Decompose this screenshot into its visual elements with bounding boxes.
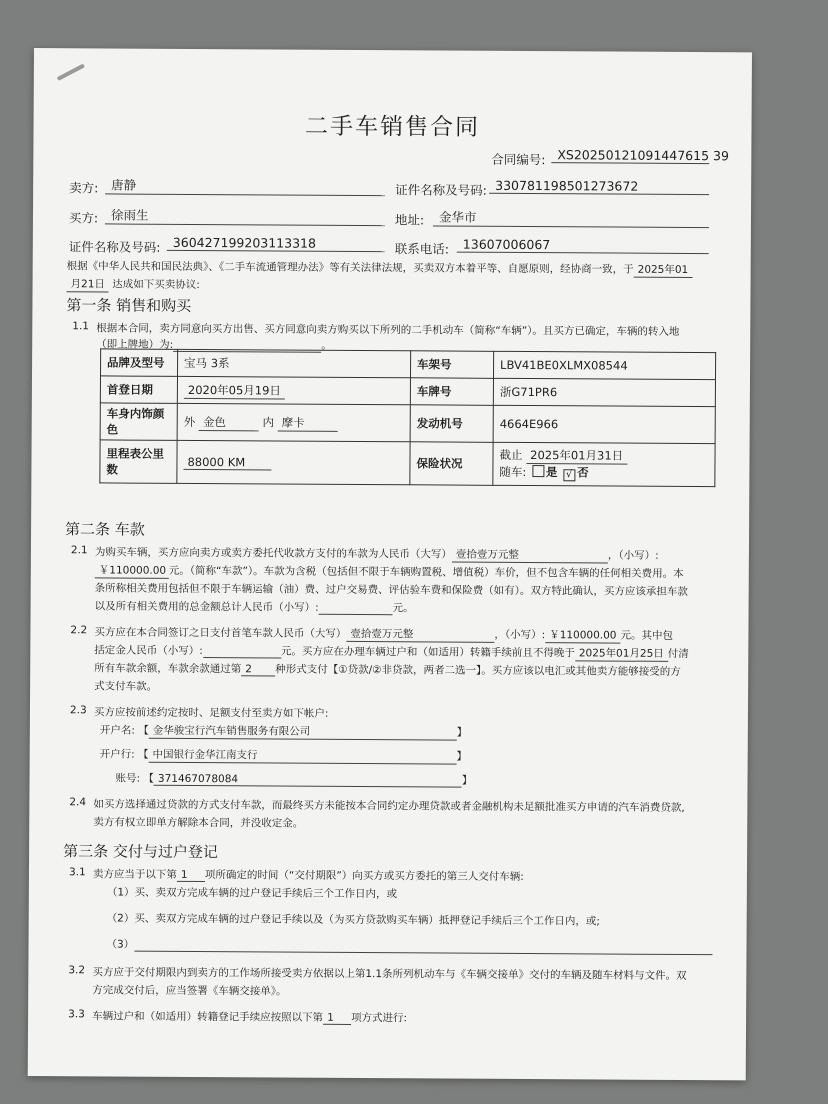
buyer-id-value: 360427199203113318: [167, 235, 385, 252]
exterior-prefix: 外: [183, 414, 196, 429]
clause-2-3-number: 2.3: [69, 704, 87, 717]
account-name-value: 金华骏宝行汽车销售服务有限公司: [149, 723, 457, 741]
clause-3-1-number: 3.1: [68, 866, 86, 879]
seller-id-value: 330781198501273672: [489, 178, 709, 195]
clause-3-3-number: 3.3: [68, 1008, 85, 1021]
no-checkbox: √: [563, 469, 575, 481]
table-row: [100, 349, 715, 380]
table-row: [100, 376, 715, 407]
clause-2-2-l3b: 种形式支付【①贷款/②非贷款，两者二选一】。买方应该以电汇或其他卖方能够接受的方: [275, 663, 681, 678]
clause-2-1-line4: [95, 598, 414, 615]
bracket-right: 】: [456, 726, 468, 739]
contract-no-value: XS20250121091447615 39: [551, 147, 709, 164]
clause-2-2-amount-words: 壹拾壹万元整: [346, 626, 494, 643]
insurance-prefix: 截止: [499, 447, 523, 462]
color-cell: [177, 403, 410, 441]
account-no-label: 账号:: [115, 772, 141, 785]
mileage-value: 88000 KM: [183, 454, 271, 470]
bracket-left: 【: [138, 748, 149, 761]
delivery-option-3-row: [106, 936, 712, 955]
clause-1-1-text2: （即上牌地）为: 。: [96, 338, 332, 352]
buyer-label: 买方:: [68, 210, 99, 226]
account-no-row: [115, 771, 472, 788]
bracket-right: 】: [456, 750, 468, 763]
clause-2-4-line1: 如买方选择通过贷款的方式支付车款，而最终买方未能按本合同约定办理贷款或者金融机构未足额批准买方申请的汽车消费贷款,: [93, 798, 685, 814]
clause-2-1-line2: [95, 562, 684, 582]
clause-2-1-line3: 条所称相关费用包括但不限于车辆运输（油）费、过户交易费、评估验车费和保险费（如有）。双方特此确认，买方应该承担车款: [94, 582, 688, 599]
clause-2-2-l1b: ，（小写）:: [494, 628, 546, 642]
document-title: 二手车销售合同: [304, 113, 481, 141]
clause-2-2-l1a: 买方应在本合同签订之日支付首笔车款人民币（大写）: [94, 626, 347, 640]
delivery-option-2: （2）买、卖双方完成车辆的过户登记手续以及（为买方贷款购买车辆）抵押登记手续后三个工作日内，或;: [106, 912, 600, 928]
delivery-option-1: （1）买、卖双方完成车辆的过户登记手续后三个工作日内，或: [106, 886, 398, 901]
plate-label: 车牌号: [410, 378, 493, 406]
brand-value: 宝马 3系: [177, 349, 410, 377]
bracket-right: 】: [461, 774, 473, 787]
reg-date-value: 2020年05月19日: [184, 381, 285, 399]
insurance-date: 2025年01月31日: [526, 447, 627, 465]
address-value: 金华市: [433, 207, 709, 228]
transfer-option-number: 1: [323, 1012, 351, 1025]
insurance-with-label: 随车:: [499, 464, 527, 480]
yes-label: 是: [545, 465, 558, 480]
insurance-with-car: [499, 464, 708, 482]
clause-2-2-l2b: 元。买方应在办理车辆过户和（如适用）转籍手续前且不得晚于: [280, 645, 575, 660]
vin-label: 车架号: [410, 351, 493, 379]
delivery-option-3: （3）: [106, 938, 135, 951]
contract-no-label: 合同编号:: [491, 151, 546, 168]
total-amount-field: [319, 602, 393, 615]
yes-checkbox: [532, 465, 544, 477]
clause-2-4-line2: 卖方有权立即单方解除本合同，并没收定金。: [93, 816, 304, 830]
clause-1-1-text: 根据本合同，卖方同意向买方出售、买方同意向卖方购买以下所列的二手机动车（简称“车辆”）。且买方已确定，车辆的转入地: [96, 322, 680, 338]
table-row: [100, 403, 715, 444]
intro-date1: 2025年01: [634, 262, 693, 278]
bank-value: 中国银行金华江南支行: [149, 747, 457, 765]
engine-label: 发动机号: [410, 405, 493, 443]
engine-value: 4664E966: [493, 405, 715, 443]
clause-1-1-text2-label: （即上牌地）为:: [96, 338, 174, 351]
clause-2-1-line1: [95, 544, 659, 563]
bracket-left: 【: [143, 772, 154, 785]
bank-label: 开户行:: [99, 748, 135, 761]
delivery-option-3-field: [134, 939, 712, 956]
clause-3-2-number: 3.2: [68, 964, 86, 977]
vehicle-info-table: [99, 348, 716, 487]
intro-part1: 根据《中华人民共和国民法典》、《二手车流通管理办法》等有关法律法规，买卖双方本着平等、自愿原则，经协商一致，于: [66, 260, 634, 276]
clause-2-2-line4: 式支付车款。: [94, 680, 158, 693]
clause-2-1-amount-digits: ￥110000.00: [95, 562, 169, 578]
intro-part2: 达成如下买卖协议:: [112, 278, 200, 292]
interior-color: 摩卡: [278, 414, 338, 431]
plate-value: 浙G71PR6: [493, 378, 715, 406]
no-label: 否: [577, 465, 589, 480]
clause-2-2-line3: [94, 660, 681, 679]
account-name-label: 开户名:: [99, 724, 135, 737]
article2-heading: 第二条 车款: [65, 520, 145, 539]
clause-2-2-line2: [94, 642, 689, 662]
buyer-value: 徐雨生: [105, 205, 385, 226]
clause-2-2-amount-digits: ￥110000.00: [545, 627, 620, 643]
seller-value: 唐静: [105, 175, 385, 196]
clause-3-1-l1a: 卖方应当于以下第: [92, 868, 177, 881]
account-name-row: [100, 722, 467, 740]
interior-prefix: 内: [262, 414, 275, 429]
clause-3-2-line2: 方完成交付后，应当签署《车辆交接单》。: [92, 984, 287, 998]
clause-2-2-l2a: 括定金人民币（小写）:: [94, 644, 203, 658]
clause-2-4-number: 2.4: [69, 796, 87, 809]
clause-3-1-line1: [93, 866, 524, 884]
clause-3-3-l1a: 车辆过户和（如适用）转籍登记手续应按照以下第: [92, 1010, 324, 1024]
article3-heading: 第三条 交付与过户登记: [63, 842, 218, 862]
table-row: [100, 440, 715, 487]
insurance-cell: [493, 442, 715, 486]
clause-3-2-line1: 买方应于交付期限内到卖方的工作场所接受卖方依据以上第1.1条所列机动车与《车辆交接单》交付的车辆及随车材料与文件。双: [92, 966, 687, 983]
clause-2-2-number: 2.2: [70, 624, 88, 637]
clause-2-1-l2: 元。（简称“车款”）。车款为含税（包括但不限于车辆购置税、增值税）车价，但不包含车辆的任何相关费用。本: [168, 564, 684, 580]
insurance-label: 保险状况: [410, 442, 493, 486]
address-label: 地址:: [394, 212, 425, 228]
exterior-color: 金色: [199, 414, 259, 431]
article1-heading: 第一条 销售和购买: [66, 296, 192, 315]
clause-2-3-line1: 买方应按前述约定按时、足额支付至卖方如下帐户:: [93, 706, 329, 720]
clause-2-2-l2c: 付清: [667, 647, 689, 661]
reg-date-label: 首登日期: [100, 376, 177, 403]
deposit-field: [203, 645, 281, 658]
color-label: 车身内饰颜色: [100, 403, 177, 440]
intro-date2: 月21日: [67, 276, 109, 292]
mileage-cell: [177, 440, 410, 484]
seller-id-label: 证件名称及号码:: [395, 182, 487, 198]
clause-2-2-l1c: 元。其中包: [620, 629, 674, 642]
clause-3-3-line1: [92, 1008, 407, 1025]
intro-line2: [67, 276, 200, 293]
clause-3-1-l1b: 项所确定的时间（“交付期限”）向买方或买方委托的第三人交付车辆:: [204, 869, 524, 884]
phone-label: 联系电话:: [394, 241, 450, 257]
reg-date-cell: [177, 376, 410, 404]
seller-label: 卖方:: [69, 180, 99, 196]
buyer-id-label: 证件名称及号码:: [68, 239, 161, 255]
delivery-option-number: 1: [177, 869, 205, 882]
mileage-label: 里程表公里数: [100, 440, 177, 483]
intro-line1: [67, 258, 693, 278]
phone-value: 13607006067: [457, 237, 709, 255]
clause-3-3-l1b: 项方式进行:: [351, 1011, 408, 1025]
bracket-left: 【: [138, 724, 149, 737]
clause-2-1-l4b: 元。: [392, 602, 414, 615]
clause-2-1-amount-words: 壹拾壹万元整: [452, 547, 608, 564]
vin-value: LBV41BE0XLMX08544: [493, 351, 715, 379]
clause-2-1-l1b: ，（小写）:: [607, 549, 659, 562]
staple: [57, 63, 85, 80]
clause-2-2-l3a: 所有车款余额，车款余款通过第: [94, 662, 242, 676]
bank-row: [100, 746, 467, 764]
clause-2-2-deadline: 2025年01月25日: [575, 645, 668, 662]
contract-page: [28, 48, 752, 1080]
clause-2-2-line1: [94, 624, 673, 644]
clause-2-1-l4a: 以及所有相关费用的总金额总计人民币（小写）:: [94, 600, 319, 614]
payment-method-number: 2: [241, 663, 275, 676]
clause-2-1-number: 2.1: [70, 544, 88, 557]
brand-label: 品牌及型号: [100, 349, 177, 376]
clause-2-1-l1a: 为购买车辆，买方应向卖方或卖方委托代收款方支付的车款为人民币（大写）: [94, 546, 452, 561]
account-no-value: 371467078084: [154, 773, 462, 788]
insurance-expiry: [499, 447, 708, 465]
clause-1-1-number: 1.1: [72, 320, 90, 333]
